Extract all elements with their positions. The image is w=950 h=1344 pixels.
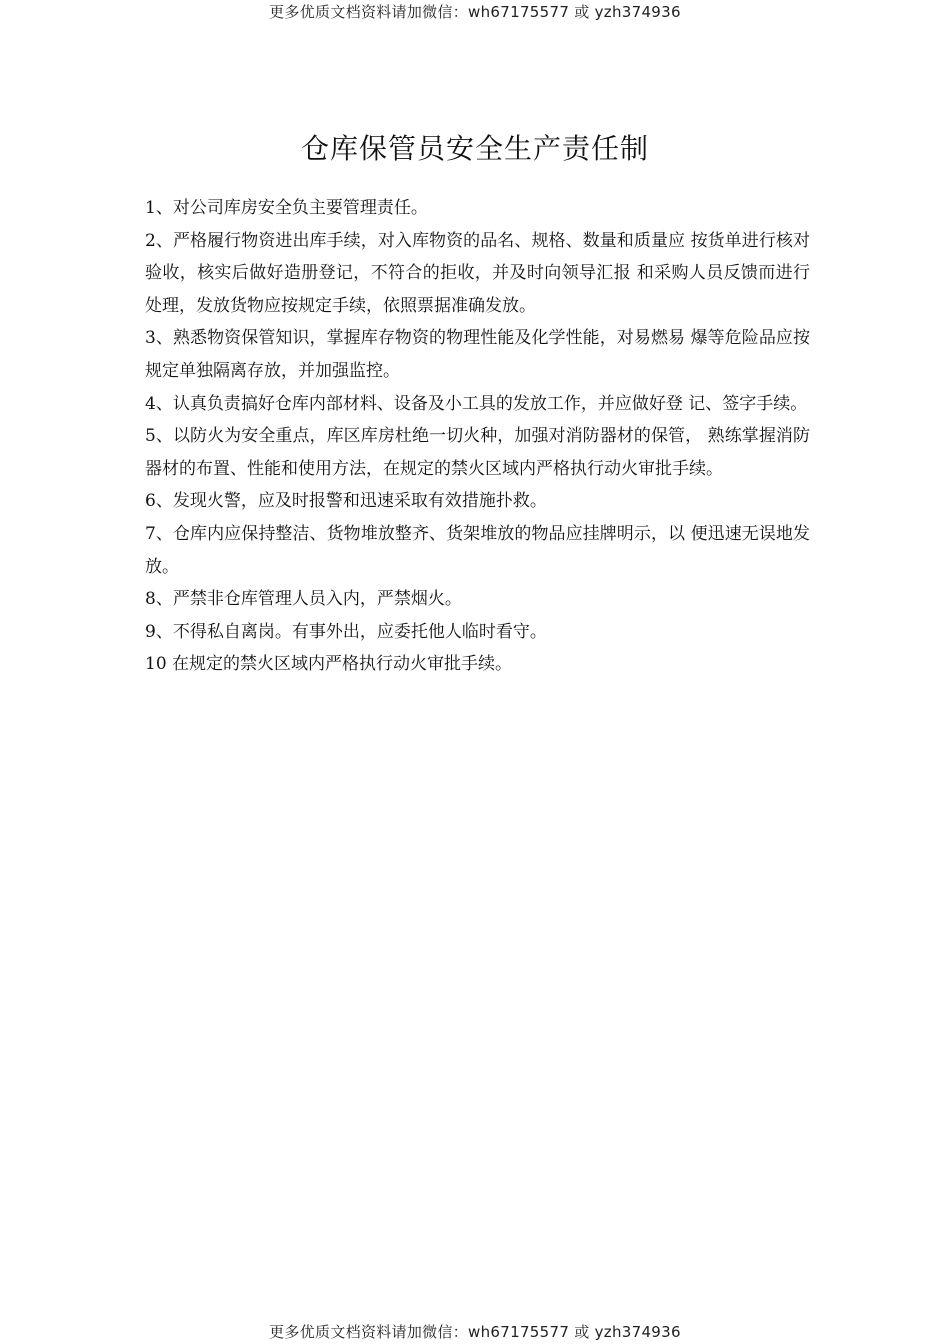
responsibility-item-9: 9、不得私自离岗。有事外出，应委托他人临时看守。 [145, 621, 547, 642]
responsibility-item-5: 5、以防火为安全重点，库区库房杜绝一切火种，加强对消防器材的保管， 熟练掌握消防器材的布置、性能和使用方法，在规定的禁火区域内严格执行动火审批手续。 [145, 426, 810, 479]
watermark-bottom: 更多优质文档资料请加微信：wh67175577 或 yzh374936 [269, 1323, 681, 1341]
responsibility-item-10: 10 在规定的禁火区域内严格执行动火审批手续。 [145, 654, 513, 675]
document-body [145, 192, 810, 681]
responsibility-item-1: 1、对公司库房安全负主要管理责任。 [145, 198, 428, 218]
responsibility-item-2: 2、严格履行物资进出库手续，对入库物资的品名、规格、数量和质量应 按货单进行核对验收，核实后做好造册登记，不符合的拒收，并及时向领导汇报 和采购人员反馈而进行处理，发放货物应按规定手续，依照票据准确发放。 [145, 230, 810, 316]
watermark-top: 更多优质文档资料请加微信：wh67175577 或 yzh374936 [269, 3, 681, 21]
responsibility-item-4: 4、认真负责搞好仓库内部材料、设备及小工具的发放工作，并应做好登 记、签字手续。 [145, 393, 808, 414]
responsibility-item-6: 6、发现火警，应及时报警和迅速采取有效措施扑救。 [145, 491, 547, 512]
document-title: 仓库保管员安全生产责任制 [300, 132, 649, 165]
responsibility-item-7: 7、仓库内应保持整洁、货物堆放整齐、货架堆放的物品应挂牌明示，以 便迅速无误地发放。 [145, 523, 810, 577]
responsibility-item-8: 8、严禁非仓库管理人员入内，严禁烟火。 [145, 589, 462, 610]
responsibility-item-3: 3、熟悉物资保管知识，掌握库存物资的物理性能及化学性能，对易燃易 爆等危险品应按规定单独隔离存放，并加强监控。 [145, 328, 810, 381]
